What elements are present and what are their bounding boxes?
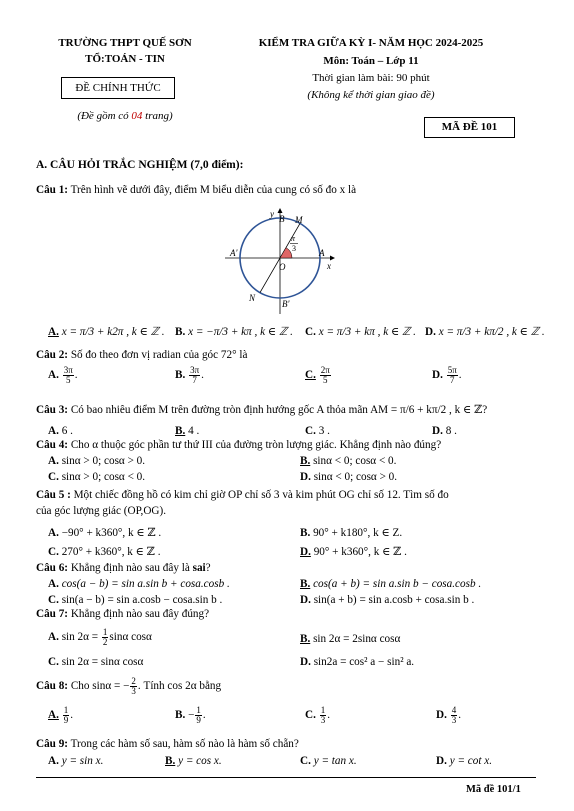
fig-label-N: N — [249, 293, 256, 303]
q3-option-d-value: 8 . — [445, 425, 457, 437]
q9-option-a[interactable] — [48, 755, 103, 767]
q6-option-d-value: sin(a + b) = sin a.cosb + cosa.sin b . — [313, 594, 475, 606]
q1-label: Câu 1: — [36, 184, 69, 196]
q4-option-b-value: sinα < 0; cosα < 0. — [313, 455, 397, 467]
q9-text: Trong các hàm số sau, hàm số nào là hàm số chẵn? — [68, 738, 299, 750]
q8-num: 2 — [131, 676, 136, 686]
q2-option-b[interactable]: B. $\frac{3\pi}{7}$ . — [175, 365, 204, 385]
q6-option-b-value: cos(a + b) = sin a.sin b − cosa.cosb . — [313, 578, 482, 590]
q5-option-b[interactable] — [300, 526, 402, 539]
q7-option-a[interactable] — [48, 628, 152, 647]
q3-option-c[interactable] — [305, 425, 330, 437]
q2-b-num: 3π — [190, 365, 200, 375]
fig-label-M: M — [295, 215, 303, 225]
q3-option-a-value: 6 . — [61, 425, 73, 437]
q2-text: Số đo theo đơn vị radian của góc 72° là — [68, 349, 248, 361]
fig-label-A: A — [319, 248, 325, 258]
question-6 — [36, 562, 211, 574]
q1-text: Trên hình vẽ dưới đây, điểm M biểu diễn của cung có số đo x là — [68, 184, 357, 196]
q8-option-a-letter: A. — [48, 709, 59, 722]
q6-option-b[interactable] — [300, 578, 481, 590]
q8-option-c-letter: C. — [305, 709, 316, 722]
q2-a-den: 5 — [65, 375, 71, 385]
section-title: A. CÂU HỎI TRẮC NGHIỆM (7,0 điểm): — [36, 159, 244, 171]
q2-b-den: 7 — [192, 375, 197, 385]
q4-option-a-value: sinα > 0; cosα > 0. — [61, 455, 146, 467]
q7-option-b-letter: B. — [300, 633, 311, 645]
q3-option-b-value: 4 . — [188, 425, 200, 437]
q9-option-d-value: y = cot x. — [449, 755, 493, 767]
official-badge — [61, 77, 175, 99]
time-limit: Thời gian làm bài: 90 phút — [312, 72, 430, 84]
q9-option-b[interactable] — [165, 755, 222, 767]
q3-text: Có bao nhiêu điểm M trên đường tròn định hướng gốc A thỏa mãn AM = π/6 + kπ/2 , k ∈ ℤ? — [68, 404, 488, 416]
q7-a-den: 2 — [102, 637, 108, 647]
official-label: ĐỀ CHÍNH THỨC — [75, 82, 161, 94]
q2-a-num: 3π — [63, 365, 73, 375]
department: TỔ:TOÁN - TIN — [85, 53, 165, 65]
fig-label-x: x — [327, 261, 331, 271]
q7-option-b-value: sin 2α = 2sinα cosα — [313, 633, 401, 645]
q1-option-d-value: x = π/3 + kπ/2 , k ∈ ℤ . — [438, 326, 545, 338]
q8-option-a[interactable]: A. $\frac{1}{9}$ . — [48, 705, 73, 725]
q4-option-a[interactable] — [48, 455, 145, 467]
q3-label: Câu 3: — [36, 404, 69, 416]
exam-title: KIỂM TRA GIỮA KỲ I- NĂM HỌC 2024-2025 — [258, 37, 484, 49]
q2-option-d[interactable]: D. $\frac{5\pi}{7}$ . — [432, 365, 462, 385]
q6-option-c-letter: C. — [48, 594, 59, 606]
q2-c-den: 5 — [322, 375, 328, 385]
q8-label: Câu 8: — [36, 680, 69, 693]
q9-option-d-letter: D. — [436, 755, 447, 767]
fig-label-O: O — [279, 262, 286, 272]
q5-option-a-letter: A. — [48, 527, 59, 539]
q2-label: Câu 2: — [36, 349, 69, 361]
question-9 — [36, 738, 299, 750]
q8-b-sign: − — [188, 709, 195, 722]
q8-pre: Cho sinα = − — [68, 680, 130, 693]
q7-option-d-value: sin2a = cos² a − sin² a. — [313, 656, 415, 668]
question-1 — [36, 184, 356, 196]
q3-option-a-letter: A. — [48, 425, 59, 437]
time-note: (Không kể thời gian giao đề) — [307, 89, 435, 101]
q5-option-d-value: 90° + k360°, k ∈ ℤ . — [313, 546, 407, 558]
q5-option-d[interactable] — [300, 545, 407, 558]
q6-option-a-value: cos(a − b) = sin a.sin b + cosa.cosb . — [61, 578, 230, 590]
q4-option-c[interactable] — [48, 471, 145, 483]
q8-option-d[interactable]: D. $\frac{4}{3}$ . — [436, 705, 461, 725]
page-count — [30, 110, 220, 122]
q3-option-b[interactable] — [175, 425, 199, 437]
q9-label: Câu 9: — [36, 738, 69, 750]
q8-post: . Tính cos 2α bằng — [137, 680, 222, 693]
unit-circle-figure — [222, 205, 338, 317]
q8-a-num: 1 — [63, 705, 69, 715]
q2-option-a[interactable]: A. $\frac{3\pi}{5}$ . — [48, 365, 78, 385]
q4-option-c-letter: C. — [48, 471, 59, 483]
q8-b-den: 9 — [196, 715, 201, 725]
q3-option-b-letter: B. — [175, 425, 186, 437]
q4-option-d-letter: D. — [300, 471, 311, 483]
q9-option-a-letter: A. — [48, 755, 59, 767]
footer-divider — [36, 777, 536, 778]
q4-label: Câu 4: — [36, 439, 69, 451]
q5-option-b-value: 90° + k180°, k ∈ Z. — [313, 527, 403, 539]
q6-option-d[interactable] — [300, 594, 474, 606]
q8-option-d-letter: D. — [436, 709, 447, 722]
fig-label-y: y — [270, 209, 274, 219]
q9-option-a-value: y = sin x. — [61, 755, 104, 767]
q4-option-a-letter: A. — [48, 455, 59, 467]
question-5-line2: của góc lượng giác (OP,OG). — [36, 505, 167, 517]
q7-label: Câu 7: — [36, 608, 69, 620]
q4-option-d[interactable] — [300, 471, 397, 483]
fig-label-B-prime: B' — [282, 299, 290, 309]
q1-option-a[interactable] — [48, 325, 165, 338]
q9-option-b-letter: B. — [165, 755, 176, 767]
q2-option-b-letter: B. — [175, 369, 186, 382]
q9-option-d[interactable] — [436, 755, 492, 767]
q4-option-d-value: sinα < 0; cosα > 0. — [313, 471, 398, 483]
question-3 — [36, 403, 487, 416]
q8-den: 3 — [131, 686, 136, 696]
question-8 — [36, 677, 221, 696]
q1-option-d-letter: D. — [425, 326, 436, 338]
q7-a-post: sinα cosα — [109, 631, 152, 644]
q2-option-c[interactable] — [305, 366, 332, 385]
q2-d-den: 7 — [449, 375, 455, 385]
fig-label-B: B — [279, 214, 285, 224]
q5-option-c[interactable] — [48, 545, 161, 558]
q8-c-den: 3 — [320, 715, 326, 725]
q7-text: Khẳng định nào sau đây đúng? — [68, 608, 210, 620]
q4-option-c-value: sinα > 0; cosα < 0. — [61, 471, 146, 483]
q6-label: Câu 6: — [36, 562, 69, 574]
q2-c-num: 2π — [320, 365, 330, 375]
q1-option-c-letter: C. — [305, 326, 316, 338]
q8-option-c[interactable]: C. $\frac{1}{3}$ . — [305, 705, 330, 725]
q2-d-num: 5π — [447, 365, 457, 375]
q1-option-d[interactable] — [425, 325, 545, 338]
q4-option-b[interactable] — [300, 455, 396, 467]
q1-option-c[interactable] — [305, 325, 416, 338]
q1-option-b[interactable] — [175, 325, 293, 338]
q8-b-num: 1 — [196, 705, 201, 715]
q1-option-c-value: x = π/3 + kπ , k ∈ ℤ . — [318, 326, 416, 338]
q6-end: ? — [205, 562, 211, 574]
q6-option-c-value: sin(a − b) = sin a.cosb − cosa.sin b . — [61, 594, 223, 606]
exam-code: MÃ ĐỀ 101 — [441, 121, 498, 133]
q5-option-c-value: 270° + k360°, k ∈ ℤ . — [61, 546, 161, 558]
q7-option-d-letter: D. — [300, 656, 311, 668]
q2-option-c-letter: C. — [305, 369, 316, 382]
q9-option-c-letter: C. — [300, 755, 311, 767]
q5-option-d-letter: D. — [300, 546, 311, 558]
q1-option-a-letter: A. — [48, 326, 59, 338]
q1-option-b-letter: B. — [175, 326, 186, 338]
q8-a-den: 9 — [63, 715, 69, 725]
fig-label-A-prime: A' — [230, 248, 238, 258]
q7-option-a-letter: A. — [48, 631, 59, 644]
q5-label: Câu 5 : — [36, 489, 71, 501]
q8-d-den: 3 — [451, 715, 457, 725]
q5-option-c-letter: C. — [48, 546, 59, 558]
q6-option-b-letter: B. — [300, 578, 311, 590]
q6-option-a[interactable] — [48, 578, 230, 590]
q8-d-num: 4 — [451, 705, 457, 715]
q7-a-pre: sin 2α = — [61, 631, 101, 644]
q9-option-c-value: y = tan x. — [313, 755, 357, 767]
page-count-num: 04 — [131, 110, 143, 122]
q6-option-c[interactable] — [48, 594, 222, 606]
q7-option-c[interactable] — [48, 656, 143, 668]
q4-text: Cho α thuộc góc phần tư thứ III của đường tròn lượng giác. Khẳng định nào đúng? — [68, 439, 442, 451]
page-count-pre: (Đề gồm có — [77, 110, 132, 122]
q6-option-d-letter: D. — [300, 594, 311, 606]
q6-emphasis: sai — [192, 562, 206, 574]
q2-option-a-letter: A. — [48, 369, 59, 382]
q8-c-num: 1 — [320, 705, 326, 715]
q3-option-d-letter: D. — [432, 425, 443, 437]
q6-text: Khẳng định nào sau đây là — [68, 562, 193, 574]
q3-option-c-letter: C. — [305, 425, 316, 437]
q4-option-b-letter: B. — [300, 455, 311, 467]
subject: Môn: Toán – Lớp 11 — [323, 55, 419, 67]
question-2 — [36, 349, 247, 361]
q3-option-d[interactable] — [432, 425, 457, 437]
q9-option-c[interactable] — [300, 755, 357, 767]
q3-option-a[interactable] — [48, 425, 73, 437]
fig-label-three: 3 — [292, 244, 296, 253]
q6-option-a-letter: A. — [48, 578, 59, 590]
q5-option-a-value: −90° + k360°, k ∈ ℤ . — [61, 527, 162, 539]
q2-option-d-letter: D. — [432, 369, 443, 382]
q7-option-c-value: sin 2α = sinα cosα — [61, 656, 144, 668]
footer-page-code: Mã đề 101/1 — [466, 784, 521, 795]
q9-option-b-value: y = cos x. — [178, 755, 222, 767]
school-name: TRƯỜNG THPT QUẾ SƠN — [58, 37, 192, 49]
q7-option-d[interactable] — [300, 656, 414, 668]
page-count-post: trang) — [142, 110, 173, 122]
q5-option-a[interactable] — [48, 526, 161, 539]
q7-option-c-letter: C. — [48, 656, 59, 668]
q5-text: Một chiếc đồng hồ có kim chỉ giờ OP chỉ số 3 và kim phút OG chỉ số 12. Tìm số đo — [70, 489, 449, 501]
q8-option-b[interactable]: B. − $\frac{1}{9}$ . — [175, 705, 206, 725]
question-7 — [36, 608, 209, 620]
q7-a-num: 1 — [102, 627, 108, 637]
question-4 — [36, 439, 441, 451]
question-5 — [36, 489, 449, 501]
q1-option-b-value: x = −π/3 + kπ , k ∈ ℤ . — [188, 326, 293, 338]
q5-option-b-letter: B. — [300, 527, 311, 539]
q1-option-a-value: x = π/3 + k2π , k ∈ ℤ . — [61, 326, 165, 338]
exam-code-box — [424, 117, 515, 138]
fig-label-pi: π — [291, 234, 296, 243]
q7-option-b[interactable] — [300, 633, 400, 645]
q8-option-b-letter: B. — [175, 709, 186, 722]
q3-option-c-value: 3 . — [318, 425, 330, 437]
